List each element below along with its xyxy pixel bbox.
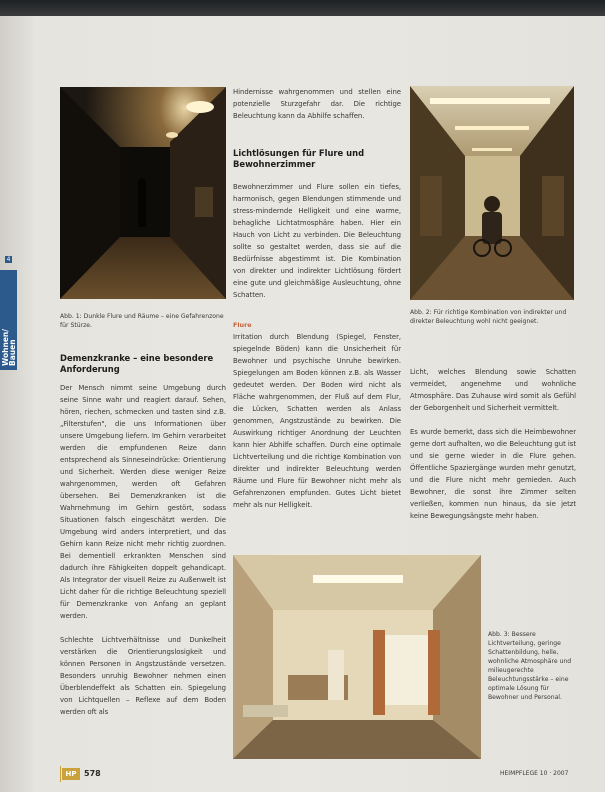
caption-abb1: Abb. 1: Dunkle Flure und Räume – eine Gefahrenzone für Stürze.: [60, 313, 224, 329]
photo-dark-corridor: [60, 87, 226, 299]
section-side-tab: [0, 256, 17, 370]
photo-corridor-wheelchair: [410, 86, 574, 300]
column-middle-text-2: [233, 331, 401, 537]
column-left-text: [60, 382, 226, 764]
side-tab-label: Wohnen/ Bauen: [1, 328, 17, 366]
middle-paragraph: Irritation durch Blendung (Spiegel, Fenster, spiegelnde Böden) kann die Unsicherheit für Bewohner und psychische Unruhe bewirken. Spiegelungen am Boden können z.B. als Wasser gedeutet werden. Der Boden wird nicht als Fläche wahrgenommen, der Fluß auf dem Flur, die Lücken, Schatten werden als Anlass genommen, Angstzustände zu bewirken. Die Auswirkung richtiger Anordnung der Leuchten kann hier Abhilfe schaffen. Durch eine optimale Lichtverteilung und die richtige Kombination von direkter und indirekter Beleuchtung werden Räume und Flure für Bewohner nicht mehr als Gefahrenzonen empfunden. Gutes Licht bietet mehr als nur Helligkeit.: [233, 333, 401, 509]
heading-demenzkranke: Demenzkranke – eine besondere Anforderung: [60, 353, 214, 374]
footer-divider: [60, 766, 61, 782]
journal-logo: HP: [62, 768, 80, 780]
photo-bright-room: [233, 555, 481, 759]
rubric-flure: Flure: [233, 321, 252, 329]
right-paragraph: Licht, welches Blendung sowie Schatten vermeidet, angenehme und wohnliche Atmosphäre. Das Zuhause wird somit als Gefühl der Geborgenheit und Sicherheit vermittelt.: [410, 368, 576, 412]
journal-issue: HEIMPFLEGE 10 · 2007: [500, 770, 569, 777]
bright-room-illustration: [233, 555, 481, 759]
top-edge-shadow: [0, 0, 605, 16]
caption-abb2: Abb. 2: Für richtige Kombination von indirekter und direkter Beleuchtung wohl nicht geeignet.: [410, 309, 567, 325]
corridor-wheelchair-illustration: [410, 86, 574, 300]
column-middle-text: [233, 181, 401, 309]
side-tab-marker: 4: [6, 256, 11, 263]
column-right-text: [410, 366, 576, 546]
dark-corridor-illustration: [60, 87, 226, 299]
page-number: 578: [84, 769, 101, 778]
left-paragraph: Schlechte Lichtverhältnisse und Dunkelheit verstärken die Orientierungslosigkeit und können Personen in Angstzustände versetzen. Besonders unruhig Bewohner nehmen einen Überblendeffekt als Schatten ein. Spiegelung von Lichtquellen – Reflexe auf dem Boden werden oft als: [60, 636, 226, 716]
heading-lichtloesungen: Lichtlösungen für Flure und Bewohnerzimmer: [233, 148, 365, 169]
left-paragraph: Der Mensch nimmt seine Umgebung durch seine Sinne wahr und reagiert darauf. Sehen, hören, riechen, schmecken und tasten sind z.B. „Filterstufen", die uns Informationen über unsere Umgebung liefern. Im Gehirn verarbeitet werden die empfundenen Reize dann entsprechend als Sinneseindrücke: Orientierung und Sicherheit. Werden diese weniger Reize wahrgenommen, werden oft Gefahren übersehen. Bei Demenzkranken ist die Wahrnehmung im Gehirn gestört, sodass Situationen falsch eingeschätzt werden. Die Umgebung wird anders interpretiert, und das Gehirn kann Reize nicht mehr richtig zuordnen. Bei dementiell erkrankten Menschen sind dadurch ihre Fähigkeiten doppelt gehandicapt. Als Integrator der visuell Reize zu Außenwelt ist Licht daher für die richtige Beleuchtung speziell für Demenzkranke von Anfang an geplant werden.: [60, 384, 226, 620]
caption-abb3: Abb. 3: Bessere Lichtverteilung, geringe Schattenbildung, helle, wohnliche Atmosphäre und milieugerechte Beleuchtungsstärke – eine optimale Lösung für Bewohner und Personal.: [488, 631, 572, 701]
column-middle-intro: Hindernisse wahrgenommen und stellen eine potenzielle Sturzgefahr dar. Die richtige Beleuchtung kann da Abhilfe schaffen.: [233, 88, 401, 120]
middle-paragraph: Bewohnerzimmer und Flure sollen ein tiefes, harmonisch, gegen Blendungen stimmende und stress-mindernde Helligkeit und eine warme, behagliche Lichtatmosphäre haben. Hier ein Hauch von Licht zu verbinden. Die Beleuchtung sollte so gestaltet werden, dass sie auf die Bedürfnisse abgestimmt ist. Die Kombination von direkter und indirekter Lichtlösung fördert eine gute und gleichmäßige Ausleuchtung, ohne Schatten.: [233, 183, 401, 299]
right-paragraph: Es wurde bemerkt, dass sich die Heimbewohner gerne dort aufhalten, wo die Beleuchtung gut ist und sie gerne wieder in die Flure gehen. Öffentliche Spaziergänge wurden mehr genutzt, und die Flure nicht mehr gemieden. Auch Bewohner, die sonst ihre Zimmer selten verließen, kommen nun hinaus, da sie jetzt keine Bewegungsängste mehr haben.: [410, 428, 576, 520]
